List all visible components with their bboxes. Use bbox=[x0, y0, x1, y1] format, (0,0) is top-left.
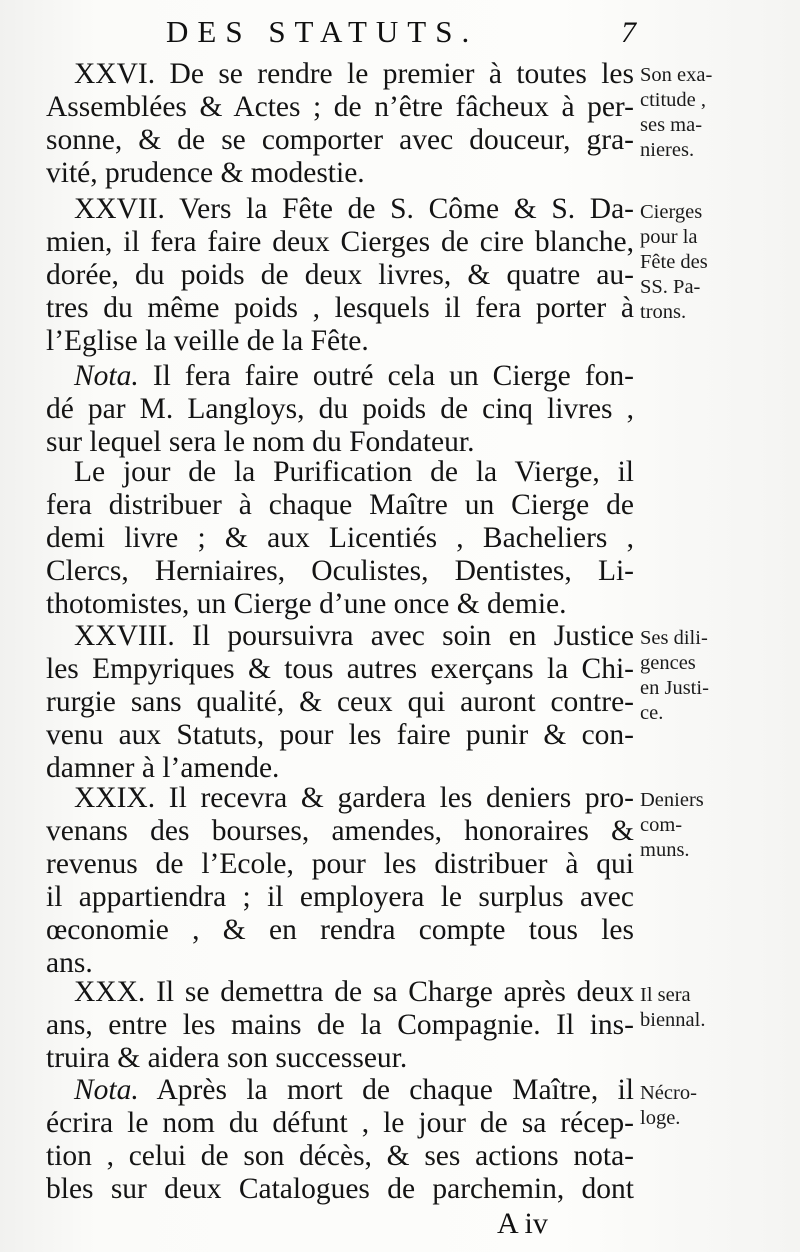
text-line: Nota. Il fera faire outré cela un Cierge fon- bbox=[74, 360, 634, 392]
margin-note-line: Ses dili- bbox=[640, 627, 708, 649]
text-line: revenus de l’Ecole, pour les distribuer à qui bbox=[46, 848, 634, 880]
margin-note-line: nieres. bbox=[640, 139, 695, 161]
text-line: ans. bbox=[46, 947, 93, 979]
margin-note-line: Son exa- bbox=[640, 64, 713, 86]
signature-mark: A iv bbox=[497, 1207, 548, 1240]
text-line: écrira le nom du défunt , le jour de sa récep- bbox=[46, 1107, 634, 1139]
margin-note-line: ce. bbox=[640, 702, 664, 724]
text-line: Clercs, Herniaires, Oculistes, Dentistes, Li- bbox=[46, 555, 634, 587]
text-line: les Empyriques & tous autres exerçans la Chi- bbox=[46, 653, 634, 685]
text-line: XXVII. Vers la Fête de S. Côme & S. Da- bbox=[74, 193, 634, 225]
text-line: sur lequel sera le nom du Fondateur. bbox=[46, 426, 475, 458]
text-line: œconomie , & en rendra compte tous les bbox=[46, 914, 634, 946]
text-line: bles sur deux Catalogues de parchemin, dont bbox=[46, 1173, 634, 1205]
text-line: thotomistes, un Cierge d’une once & demie. bbox=[46, 588, 567, 620]
text-line: sonne, & de se comporter avec douceur, gra- bbox=[46, 124, 634, 156]
margin-note-line: Deniers bbox=[640, 789, 704, 811]
text-line: tres du même poids , lesquels il fera porter à bbox=[46, 292, 634, 324]
text-line: ans, entre les mains de la Compagnie. Il ins- bbox=[46, 1009, 634, 1041]
text-line: mien, il fera faire deux Cierges de cire blanche, bbox=[46, 226, 634, 258]
margin-note-line: en Justi- bbox=[640, 677, 709, 699]
text-line: l’Eglise la veille de la Fête. bbox=[46, 325, 369, 357]
text-line: il appartiendra ; il employera le surplus avec bbox=[46, 881, 634, 913]
text-line: XXX. Il se demettra de sa Charge après deux bbox=[74, 976, 634, 1008]
text-line: rurgie sans qualité, & ceux qui auront contre- bbox=[46, 686, 634, 718]
text-line: Le jour de la Purification de la Vierge, il bbox=[74, 456, 634, 488]
margin-note-line: Cierges bbox=[640, 201, 703, 223]
margin-note-line: pour la bbox=[640, 226, 698, 248]
text-line: Assemblées & Actes ; de n’être fâcheux à per- bbox=[46, 91, 634, 123]
margin-note-line: Fête des bbox=[640, 251, 708, 273]
text-line: venu aux Statuts, pour les faire punir & con- bbox=[46, 719, 634, 751]
nota-label: Nota. bbox=[74, 1074, 139, 1106]
margin-note-line: Il sera bbox=[640, 984, 691, 1006]
margin-note-line: ctitude , bbox=[640, 89, 707, 111]
page-number: 7 bbox=[621, 16, 636, 49]
page-header bbox=[166, 14, 636, 50]
text-line: damner à l’amende. bbox=[46, 752, 280, 784]
running-head: DES STATUTS. bbox=[166, 14, 479, 49]
margin-note-line: SS. Pa- bbox=[640, 276, 701, 298]
text-line: vité, prudence & modestie. bbox=[46, 157, 365, 189]
text-line: XXIX. Il recevra & gardera les deniers pro- bbox=[74, 782, 634, 814]
text-line: dé par M. Langloys, du poids de cinq livres , bbox=[46, 393, 634, 425]
margin-note-line: ses ma- bbox=[640, 114, 703, 136]
margin-note-line: muns. bbox=[640, 839, 690, 861]
text-line: XXVI. De se rendre le premier à toutes les bbox=[74, 58, 634, 90]
margin-note-line: Nécro- bbox=[640, 1082, 697, 1104]
text-line: fera distribuer à chaque Maître un Cierge de bbox=[46, 489, 634, 521]
margin-note-line: biennal. bbox=[640, 1009, 706, 1031]
margin-note-line: trons. bbox=[640, 301, 687, 323]
margin-note-line: gences bbox=[640, 652, 696, 674]
text-line: venans des bourses, amendes, honoraires & bbox=[46, 815, 634, 847]
nota-label: Nota. bbox=[74, 360, 139, 392]
text-line: dorée, du poids de deux livres, & quatre au- bbox=[46, 259, 634, 291]
margin-note-line: loge. bbox=[640, 1107, 681, 1129]
text-line: XXVIII. Il poursuivra avec soin en Justice bbox=[74, 620, 634, 652]
text-line: truira & aidera son successeur. bbox=[46, 1042, 408, 1074]
text-line: Nota. Après la mort de chaque Maître, il bbox=[74, 1074, 634, 1106]
text-line: demi livre ; & aux Licentiés , Bacheliers , bbox=[46, 522, 634, 554]
margin-note-line: com- bbox=[640, 814, 683, 836]
text-line: tion , celui de son décès, & ses actions nota- bbox=[46, 1140, 634, 1172]
